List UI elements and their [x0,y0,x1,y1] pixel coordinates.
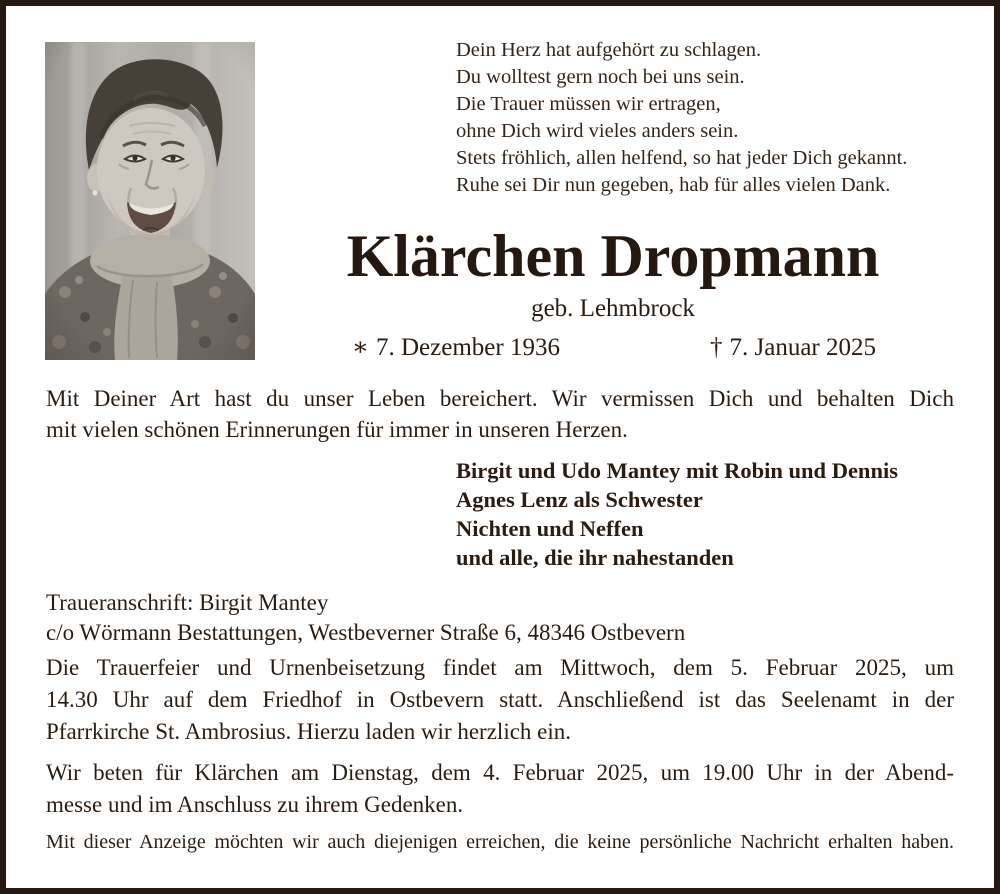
closing-note: Mit dieser Anzeige möchten wir auch diejenigen erreichen, die keine persönliche Nachricht erhalten haben. [46,831,954,853]
name-block [340,225,886,324]
life-dates [352,333,876,363]
deceased-name: Klärchen Dropmann [346,223,880,289]
service-line: Pfarrkirche St. Ambrosius. Hierzu laden wir herzlich ein. [46,719,572,744]
mourners-list [456,456,898,572]
portrait-photo [45,42,255,360]
service-line: Die Trauerfeier und Urnenbeisetzung findet am Mittwoch, dem 5. Februar 2025, um [46,655,954,680]
poem-line: Dein Herz hat aufgehört zu schlagen. [456,39,762,61]
memorial-poem [456,37,907,199]
death-cross-symbol: † [710,334,723,361]
maiden-name: geb. Lehmbrock [531,295,695,322]
mourner-line: Agnes Lenz als Schwester [456,487,703,512]
address-line: c/o Wörmann Bestattungen, Westbeverner Straße 6, 48346 Ostbevern [46,620,686,645]
poem-line: Du wolltest gern noch bei uns sein. [456,66,745,88]
intro-line: mit vielen schönen Erinnerungen für immer in unseren Herzen. [46,417,628,442]
birth-date-text: 7. Dezember 1936 [376,334,560,361]
portrait-photo-image [45,42,255,360]
poem-line: Die Trauer müssen wir ertragen, [456,93,721,115]
birth-star-symbol: ∗ [352,334,369,361]
prayer-line: messe und im Anschluss zu ihrem Gedenken. [46,792,464,817]
poem-line: Stets fröhlich, allen helfend, so hat jeder Dich gekannt. [456,147,908,169]
intro-line: Mit Deiner Art hast du unser Leben bereichert. Wir vermissen Dich und behalten Dich [46,386,954,411]
mourner-line: und alle, die ihr nahestanden [456,545,734,570]
poem-line: Ruhe sei Dir nun gegeben, hab für alles vielen Dank. [456,174,891,196]
prayer-line: Wir beten für Klärchen am Dienstag, dem 4. Februar 2025, um 19.00 Uhr in der Abend- [46,760,954,785]
prayer-paragraph [46,757,954,821]
mourner-line: Birgit und Udo Mantey mit Robin und Dennis [456,458,898,483]
condolence-address [46,588,685,648]
death-date-text: 7. Januar 2025 [729,334,876,361]
death-date [710,333,876,363]
service-line: 14.30 Uhr auf dem Friedhof in Ostbevern statt. Anschließend ist das Seelenamt in der [46,687,954,712]
service-paragraph [46,652,954,748]
address-line: Traueranschrift: Birgit Mantey [46,590,329,615]
poem-line: ohne Dich wird vieles anders sein. [456,120,739,142]
intro-paragraph [46,383,954,445]
mourner-line: Nichten und Neffen [456,516,644,541]
birth-date [352,333,560,363]
